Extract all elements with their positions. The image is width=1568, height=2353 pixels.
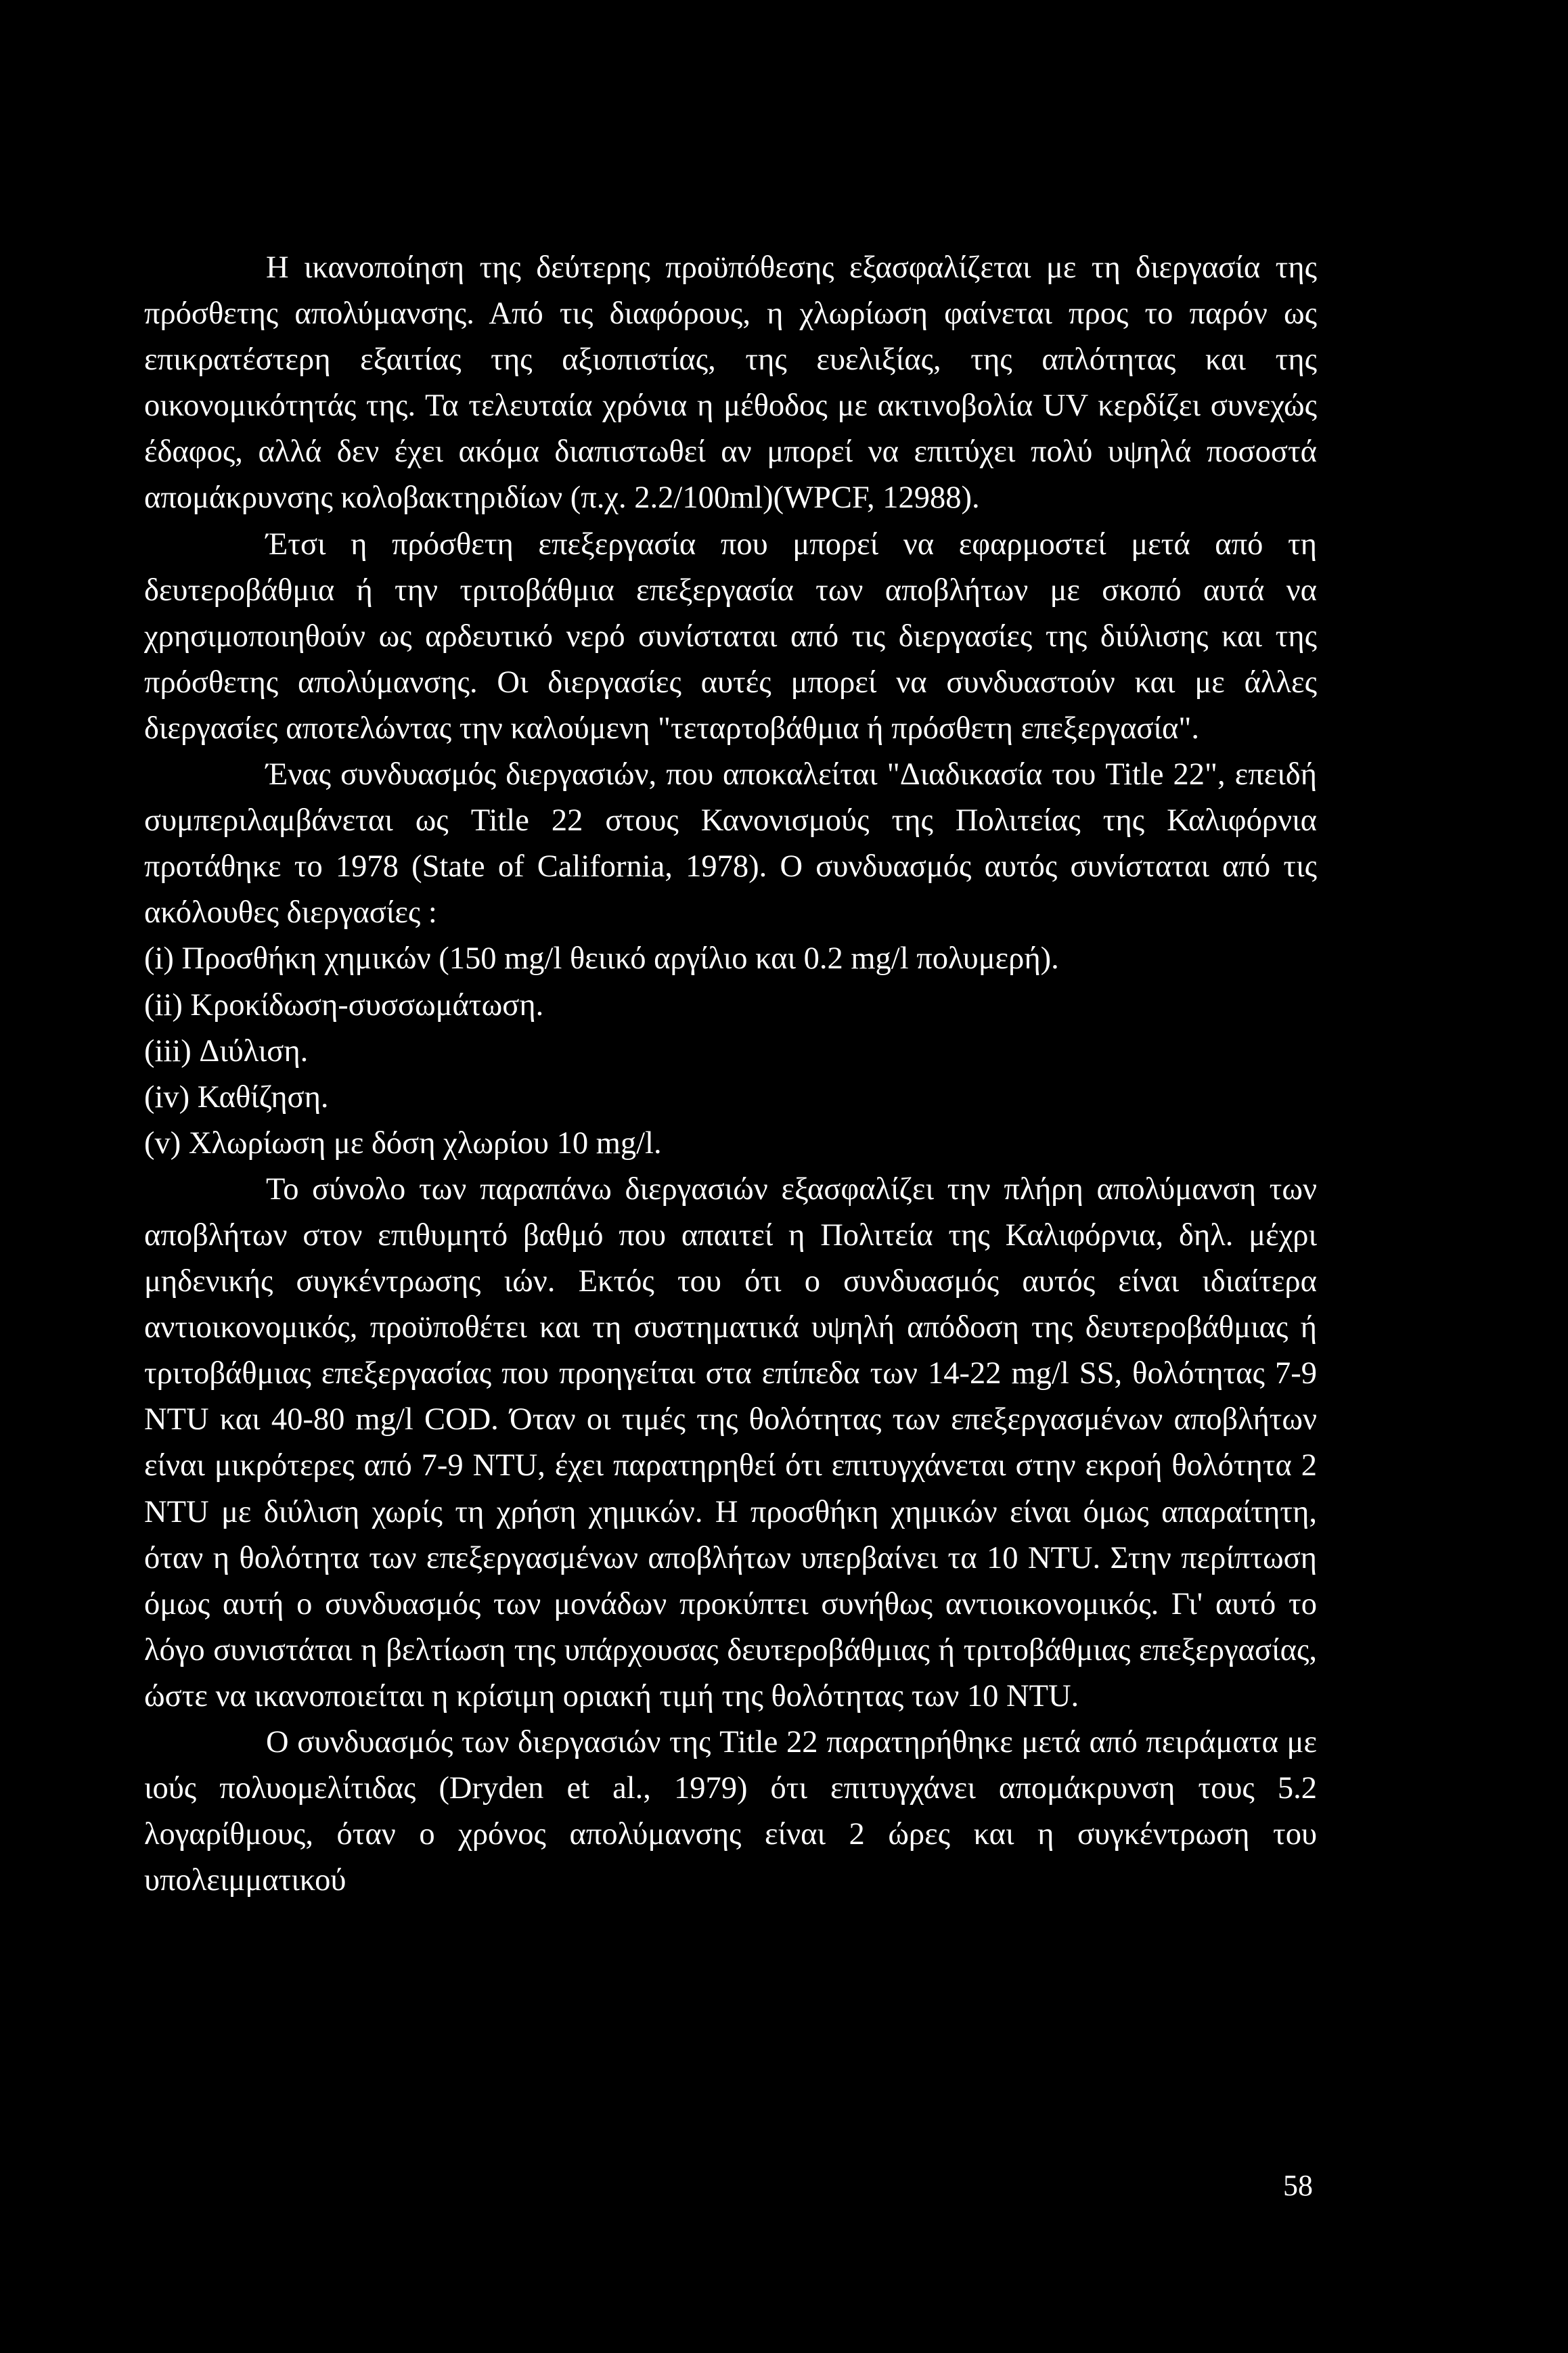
process-list [144,936,1317,1166]
paragraph-title22-intro: Ένας συνδυασμός διεργασιών, που αποκαλείται "Διαδικασία του Title 22", επειδή συμπεριλαμβάνεται ως Title 22 στους Κανονισμούς της Πολιτείας της Καλιφόρνια προτάθηκε το 1978 (State of California, 1978). Ο συνδυασμός αυτός συνίσταται από τις ακόλουθες διεργασίες : [144,757,1317,931]
paragraph-polio-experiments: Ο συνδυασμός των διεργασιών της Title 22 παρατηρήθηκε μετά από πειράματα με ιούς πολυομελίτιδας (Dryden et al., 1979) ότι επιτυγχάνει απομάκρυνση τους 5.2 λογαρίθμους, όταν ο χρόνος απολύμανσης είναι 2 ώρες και η συγκέντρωση του υπολειμματικού [144,1725,1317,1898]
paragraph-total-processes: Το σύνολο των παραπάνω διεργασιών εξασφαλίζει την πλήρη απολύμανση των αποβλήτων στον επιθυμητό βαθμό που απαιτεί η Πολιτεία της Καλιφόρνια, δηλ. μέχρι μηδενικής συγκέντρωσης ιών. Εκτός του ότι ο συνδυασμός αυτός είναι ιδιαίτερα αντιοικονομικός, προϋποθέτει και τη συστηματικά υψηλή απόδοση της δευτεροβάθμιας ή τριτοβάθμιας επεξεργασίας που προηγείται στα επίπεδα των 14-22 mg/l SS, θολότητας 7-9 NTU και 40-80 mg/l COD. Όταν οι τιμές της θολότητας των επεξεργασμένων αποβλήτων είναι μικρότερες από 7-9 NTU, έχει παρατηρηθεί ότι επιτυγχάνεται στην εκροή θολότητα 2 NTU με διύλιση χωρίς τη χρήση χημικών. Η προσθήκη χημικών είναι όμως απαραίτητη, όταν η θολότητα των επεξεργασμένων αποβλήτων υπερβαίνει τα 10 NTU. Στην περίπτωση όμως αυτή ο συνδυασμός των μονάδων προκύπτει συνήθως αντιοικονομικός. Γι' αυτό το λόγο συνιστάται η βελτίωση της υπάρχουσας δευτεροβάθμιας ή τριτοβάθμιας επεξεργασίας, ώστε να ικανοποιείται η κρίσιμη οριακή τιμή της θολότητας των 10 NTU. [144,1171,1317,1713]
paragraph-additional-treatment: Έτσι η πρόσθετη επεξεργασία που μπορεί να εφαρμοστεί μετά από τη δευτεροβάθμια ή την τριτοβάθμια επεξεργασία των αποβλήτων με σκοπό αυτά να χρησιμοποιηθούν ως αρδευτικό νερό συνίσταται από τις διεργασίες της διύλισης και της πρόσθετης απολύμανσης. Οι διεργασίες αυτές μπορεί να συνδυαστούν και με άλλες διεργασίες αποτελώντας την καλούμενη "τεταρτοβάθμια ή πρόσθετη επεξεργασία". [144,526,1317,746]
list-item: (iii) Διύλιση. [144,1033,309,1069]
list-item: (iv) Καθίζηση. [144,1079,329,1115]
document-page [144,245,1317,1904]
list-item: (ii) Κροκίδωση-συσσωμάτωση. [144,987,544,1023]
list-item: (i) Προσθήκη χημικών (150 mg/l θειικό αργίλιο και 0.2 mg/l πολυμερή). [144,941,1059,977]
paragraph-disinfection-intro: Η ικανοποίηση της δεύτερης προϋπόθεσης εξασφαλίζεται με τη διεργασία της πρόσθετης απολύμανσης. Από τις διαφόρους, η χλωρίωση φαίνεται προς το παρόν ως επικρατέστερη εξαιτίας της αξιοπιστίας, της ευελιξίας, της απλότητας και της οικονομικότητάς της. Τα τελευταία χρόνια η μέθοδος με ακτινοβολία UV κερδίζει συνεχώς έδαφος, αλλά δεν έχει ακόμα διαπιστωθεί αν μπορεί να επιτύχει πολύ υψηλά ποσοστά απομάκρυνσης κολοβακτηριδίων (π.χ. 2.2/100ml)(WPCF, 12988). [144,250,1317,516]
page-number: 58 [1283,2169,1313,2202]
list-item: (v) Χλωρίωση με δόση χλωρίου 10 mg/l. [144,1125,662,1161]
